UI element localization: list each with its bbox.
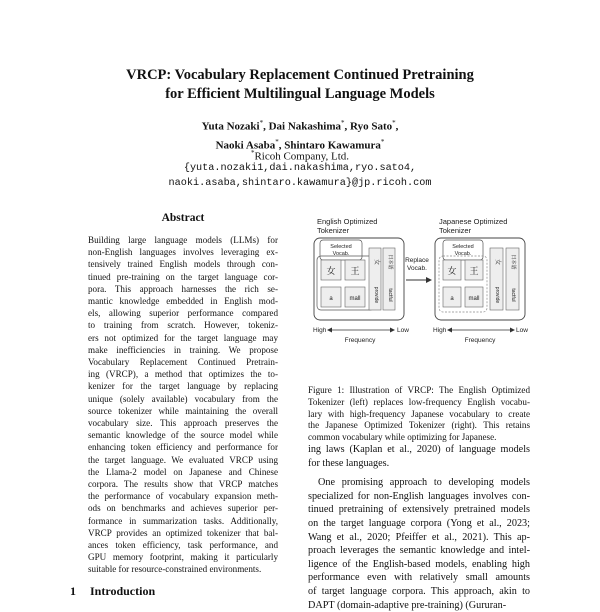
abstract-heading: Abstract [161,212,205,224]
abstract-line: ers not optimized for the target language may [88,332,278,343]
author-name: Yuta Nozaki [201,120,260,133]
token-text: provide [373,286,379,304]
abstract-line: ances token efficiency, task performance, and [88,540,278,551]
abstract-line: tinued pre-training on the target language cor- [88,271,278,282]
abstract-line: Vocabulary Replacement Continued Pretrain- [88,357,278,368]
figure-graphic [308,210,528,360]
body-line: on the target language corpora (Yong et al., 2023; [308,517,530,529]
paragraph [308,476,530,612]
abstract-line: non-English languages involves leveraging ex- [88,247,278,258]
author-name: Naoki Asaba [215,139,276,152]
token-text: 女 [326,266,336,276]
abstract-line: GPU memory footprint, making it particularly [88,552,278,563]
token-text: 女 [494,258,500,266]
abstract-line: enhancing token efficiency and performance for [88,442,278,453]
body-line: One promising approach to developing models [318,477,530,489]
abstract-line: formance in summarization tasks. Additionally, [88,515,278,526]
caption-line: the Japanese Optimized Tokenizer (right). This retains [308,420,530,431]
abstract-line: mantic knowledge embedded in English mod- [88,296,278,307]
abstract-line: semantic knowledge of the source model while [88,430,278,441]
abstract-line: the target language. We evaluated VRCP using [88,454,278,465]
section-number: 1 [70,584,76,598]
axis-low-label: Low [516,327,528,334]
abstract-line: make inefficiencies in training. We propose [88,344,278,355]
caption-line: lary with high-frequency Japanese vocabulary to create [308,408,530,419]
paper-title [0,66,600,104]
left-tokenizer-label: Tokenizer [317,226,350,235]
body-line: tinued pretraining of extensively pretrained models [308,504,530,516]
token-text: 日本語 [510,254,516,270]
email-block [0,161,600,191]
body-line: ligence of the English-based models, enabling high [308,558,530,570]
replace-arrowhead [426,277,432,283]
left-tokenizer-label: English Optimized [317,217,378,226]
replace-label: Vocab. [407,265,427,272]
abstract-line: Building large language models (LLMs) for [88,235,278,245]
abstract-line: ing (VRCP), a method that optimizes the to- [88,369,278,380]
axis-high-label: High [313,327,327,334]
svg-text:Selected: Selected [452,244,474,250]
abstract-line: the performance of vocabulary expansion meth- [88,491,278,502]
svg-text:Vocab.: Vocab. [332,251,350,257]
replace-label: Replace [405,257,429,264]
abstract-line: suitable for resource-constrained environments. [88,564,262,575]
caption-line: common vocabulary while optimizing for Japanese. [308,432,497,443]
body-line: Wang et al., 2020; Pfeiffer et al., 2021). This ap- [308,531,530,543]
token-text: mall [349,296,361,302]
abstract-line: els, allowing superior performance compared [88,308,278,319]
abstract-line: ods on benchmarks and achieves superior per- [88,503,278,514]
abstract-line: corpora. The results show that VRCP matches [88,479,278,490]
caption-line: Figure 1: Illustration of VRCP: The English Optimized [308,385,530,395]
token-text: 王 [350,266,360,276]
body-line: DAPT (domain-adaptive pre-training) (Gururan- [308,599,507,611]
abstract-body [88,234,278,576]
abstract-line: unique (solely available) vocabulary from the [88,393,278,404]
title-line: VRCP: Vocabulary Replacement Continued Pretraining [126,67,474,83]
body-line: ing laws (Kaplan et al., 2020) of language models [308,444,530,455]
right-column-body [308,443,530,612]
svg-text:Selected: Selected [330,244,352,250]
abstract-line: kenizer for the target language by replacing [88,381,278,392]
figure-caption [308,385,530,444]
axis-title: Frequency [464,337,496,344]
title-line: for Efficient Multilingual Language Models [165,86,435,102]
selected-vocab-box [320,240,362,260]
author-name: Dai Nakashima [268,120,342,133]
abstract-line: the Llama-2 model on Japanese and Chinese [88,466,278,477]
token-text: tactful [510,288,516,302]
abstract-line: tensively trained English models through con- [88,259,278,270]
email-line: naoki.asaba,shintaro.kawamura}@jp.ricoh.com [168,178,432,189]
author-name: Shintaro Kawamura [284,139,381,152]
body-line: proach leverages the semantic knowledge and intel- [308,545,530,557]
axis-high-label: High [433,327,447,334]
figure-vrcp-illustration [308,210,528,360]
token-text: 女 [373,258,379,266]
token-text: mall [468,296,480,302]
abstract-line: source tokenizer while maintaining the overall [88,405,278,416]
token-text: tactful [387,288,393,302]
axis-title: Frequency [344,337,376,344]
axis-low-label: Low [397,327,409,334]
token-text: 女 [447,266,457,276]
caption-line: Tokenizer (left) replaces low-frequency English vocabu- [308,396,530,407]
abstract-line: VRCP provides an optimized tokenizer that bal- [88,527,278,538]
section-title: Introduction [90,584,156,598]
affiliation: *Ricoh Company, Ltd. [250,149,350,163]
author-list: Yuta Nozaki*, Dai Nakashima*, Ryo Sato*, Naoki Asaba*, Shintaro Kawamura* [201,119,399,152]
token-text: 王 [469,266,479,276]
abstract-line: pora. This approach harnesses the rich se- [88,283,278,294]
body-line: performance even with relatively small amounts [308,572,530,584]
abstract-line: to training from scratch. However, tokeniz- [88,320,278,331]
section-heading [70,584,155,599]
body-line: for these languages. [308,457,390,469]
body-line: of target language corpora. This approach, akin to [308,585,530,597]
svg-text:Vocab.: Vocab. [454,251,472,257]
token-text: 日本語 [387,254,393,270]
paragraph [308,443,530,470]
email-line: {yuta.nozaki1,dai.nakashima,ryo.sato4, [183,163,417,174]
selected-vocab-box [443,240,483,260]
token-text: a [450,296,454,302]
author-name: Ryo Sato [350,120,393,133]
token-text: provide [494,286,500,304]
right-tokenizer-label: Japanese Optimized [439,217,508,226]
abstract-line: vocabulary size. This approach preserves the [88,418,278,429]
right-tokenizer-label: Tokenizer [439,226,472,235]
body-line: specialized for non-English languages involves con- [308,490,530,502]
token-text: a [329,296,333,302]
